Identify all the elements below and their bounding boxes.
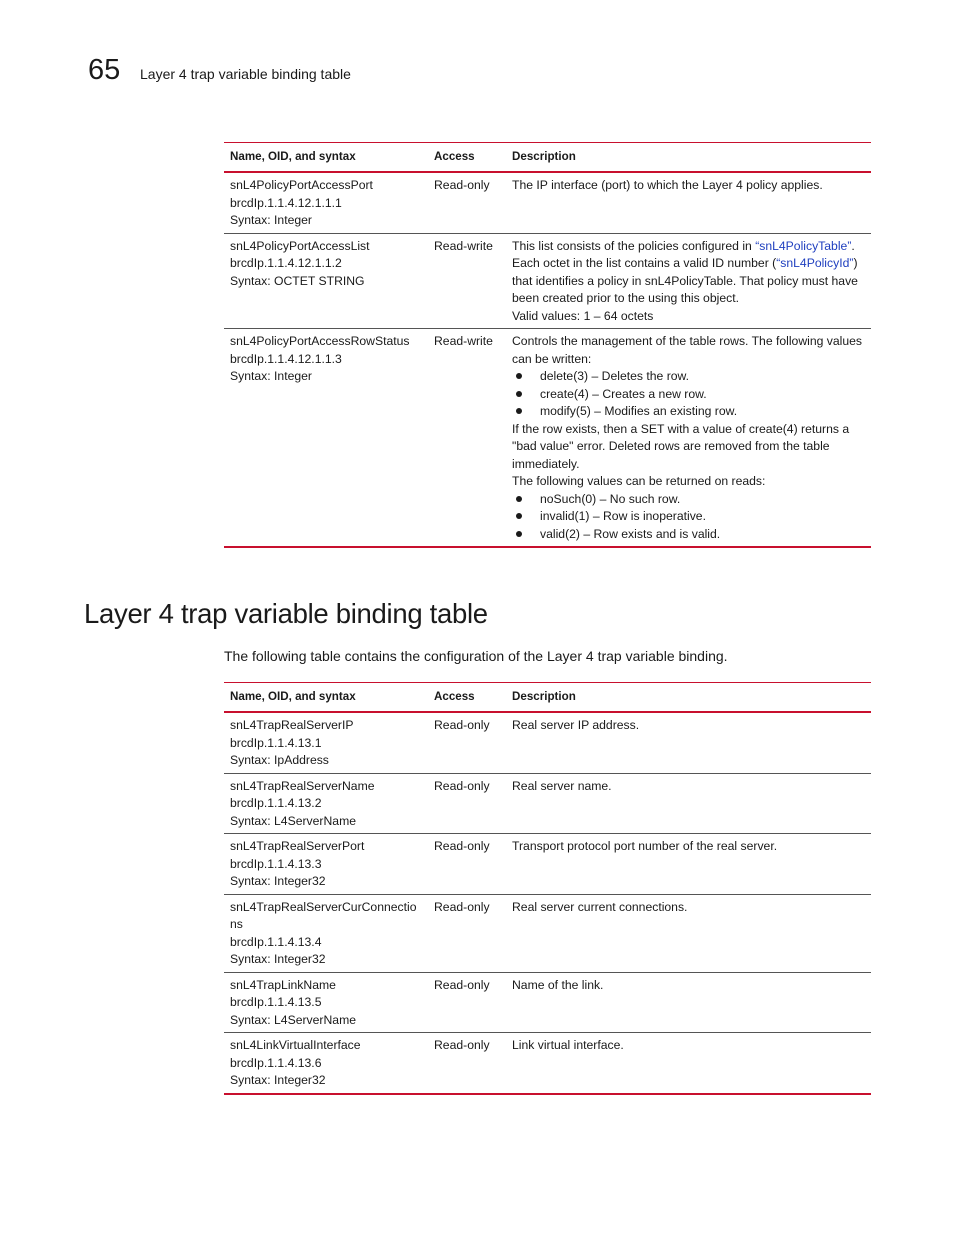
- object-name: snL4TrapRealServerCurConnectio: [230, 899, 417, 914]
- object-name: snL4TrapRealServerPort: [230, 839, 365, 853]
- description-text-part: . Each octet in the list contains a valid ID number (: [512, 238, 855, 270]
- name-cell: [224, 329, 428, 548]
- access-cell: Read-only: [428, 172, 506, 233]
- object-name: snL4TrapRealServerIP: [230, 718, 354, 732]
- object-oid: brcdIp.1.1.4.12.1.1.3: [230, 351, 342, 366]
- table-row: [224, 233, 871, 329]
- name-cell: [224, 972, 428, 1033]
- description-cell: Transport protocol port number of the real server.: [506, 834, 871, 895]
- chapter-title: Layer 4 trap variable binding table: [140, 66, 351, 82]
- object-oid: brcdIp.1.1.4.13.1: [230, 735, 322, 750]
- object-name: snL4PolicyPortAccessList: [230, 238, 370, 253]
- name-cell: [224, 773, 428, 834]
- column-header-name: Name, OID, and syntax: [224, 143, 428, 173]
- name-cell: [224, 712, 428, 773]
- access-cell: Read-write: [428, 329, 506, 548]
- write-values-list: [512, 368, 865, 421]
- access-cell: Read-only: [428, 834, 506, 895]
- object-name: snL4PolicyPortAccessRowStatus: [230, 334, 410, 348]
- description-cell: Real server IP address.: [506, 712, 871, 773]
- table-row: [224, 972, 871, 1033]
- table-row: [224, 172, 871, 233]
- description-paragraph: If the row exists, then a SET with a value of create(4) returns a "bad value" error. Deleted rows are removed from the table immediately.: [512, 421, 850, 471]
- access-cell: Read-only: [428, 773, 506, 834]
- description-text-part: This list consists of the policies configured in: [512, 238, 756, 253]
- access-cell: Read-only: [428, 712, 506, 773]
- table-row: [224, 894, 871, 972]
- description-text: [512, 239, 858, 306]
- object-syntax: Syntax: Integer: [230, 213, 312, 227]
- description-cell: Name of the link.: [506, 972, 871, 1033]
- policy-table-link[interactable]: “snL4PolicyTable”: [755, 238, 852, 253]
- object-name: snL4LinkVirtualInterface: [230, 1038, 361, 1052]
- column-header-description: Description: [506, 143, 871, 173]
- object-name: snL4TrapLinkName: [230, 977, 336, 992]
- name-cell: [224, 1033, 428, 1094]
- table-row: [224, 1033, 871, 1094]
- list-item: delete(3) – Deletes the row.: [512, 368, 865, 386]
- description-cell: [506, 233, 871, 329]
- table-row: [224, 712, 871, 773]
- valid-values: Valid values: 1 – 64 octets: [512, 308, 654, 323]
- table-row: [224, 329, 871, 548]
- description-cell: [506, 329, 871, 548]
- description-cell: Real server name.: [506, 773, 871, 834]
- chapter-number: 65: [88, 54, 121, 86]
- name-cell: [224, 834, 428, 895]
- object-syntax: Syntax: Integer32: [230, 952, 326, 966]
- policy-id-link[interactable]: “snL4PolicyId”: [776, 256, 854, 270]
- list-item: modify(5) – Modifies an existing row.: [512, 403, 865, 421]
- name-cell: [224, 894, 428, 972]
- object-name: snL4TrapRealServerName: [230, 778, 375, 793]
- column-header-description: Description: [506, 683, 871, 713]
- list-item: invalid(1) – Row is inoperative.: [512, 508, 865, 526]
- object-syntax: Syntax: L4ServerName: [230, 1012, 356, 1027]
- trap-variable-binding-table: [224, 682, 871, 1095]
- column-header-access: Access: [428, 683, 506, 713]
- section-intro: The following table contains the configuration of the Layer 4 trap variable binding.: [224, 648, 728, 664]
- list-item: create(4) – Creates a new row.: [512, 386, 865, 404]
- object-syntax: Syntax: L4ServerName: [230, 813, 356, 828]
- section-title: Layer 4 trap variable binding table: [84, 598, 488, 629]
- access-cell: Read-only: [428, 972, 506, 1033]
- object-oid: brcdIp.1.1.4.13.5: [230, 995, 322, 1009]
- column-header-access: Access: [428, 143, 506, 173]
- object-name: snL4PolicyPortAccessPort: [230, 178, 373, 192]
- description-paragraph: Controls the management of the table rows. The following values can be written:: [512, 334, 863, 366]
- description-paragraph: The following values can be returned on reads:: [512, 474, 766, 488]
- table-row: [224, 773, 871, 834]
- name-cell: [224, 172, 428, 233]
- object-syntax: Syntax: IpAddress: [230, 753, 329, 767]
- list-item: valid(2) – Row exists and is valid.: [512, 526, 865, 544]
- table-row: [224, 834, 871, 895]
- table-header-row: [224, 683, 871, 713]
- access-cell: Read-only: [428, 1033, 506, 1094]
- access-cell: Read-only: [428, 894, 506, 972]
- list-item: noSuch(0) – No such row.: [512, 491, 865, 509]
- object-name-continued: ns: [230, 917, 243, 931]
- object-oid: brcdIp.1.1.4.13.3: [230, 856, 322, 871]
- object-syntax: Syntax: OCTET STRING: [230, 273, 365, 288]
- read-values-list: [512, 491, 865, 544]
- object-syntax: Syntax: Integer: [230, 369, 312, 383]
- object-oid: brcdIp.1.1.4.13.6: [230, 1055, 322, 1070]
- object-syntax: Syntax: Integer32: [230, 874, 326, 888]
- object-oid: brcdIp.1.1.4.13.4: [230, 934, 322, 949]
- description-cell: The IP interface (port) to which the Layer 4 policy applies.: [506, 172, 871, 233]
- object-syntax: Syntax: Integer32: [230, 1073, 326, 1087]
- description-cell: Real server current connections.: [506, 894, 871, 972]
- object-oid: brcdIp.1.1.4.13.2: [230, 796, 322, 810]
- table-header-row: [224, 143, 871, 173]
- access-cell: Read-write: [428, 233, 506, 329]
- column-header-name: Name, OID, and syntax: [224, 683, 428, 713]
- policy-port-access-table: [224, 142, 871, 548]
- object-oid: brcdIp.1.1.4.12.1.1.2: [230, 256, 342, 270]
- description-cell: Link virtual interface.: [506, 1033, 871, 1094]
- object-oid: brcdIp.1.1.4.12.1.1.1: [230, 195, 342, 210]
- description-text-part: ) that identifies a policy in snL4PolicyTable. That policy must have been created prior to the using this object.: [512, 256, 858, 305]
- name-cell: [224, 233, 428, 329]
